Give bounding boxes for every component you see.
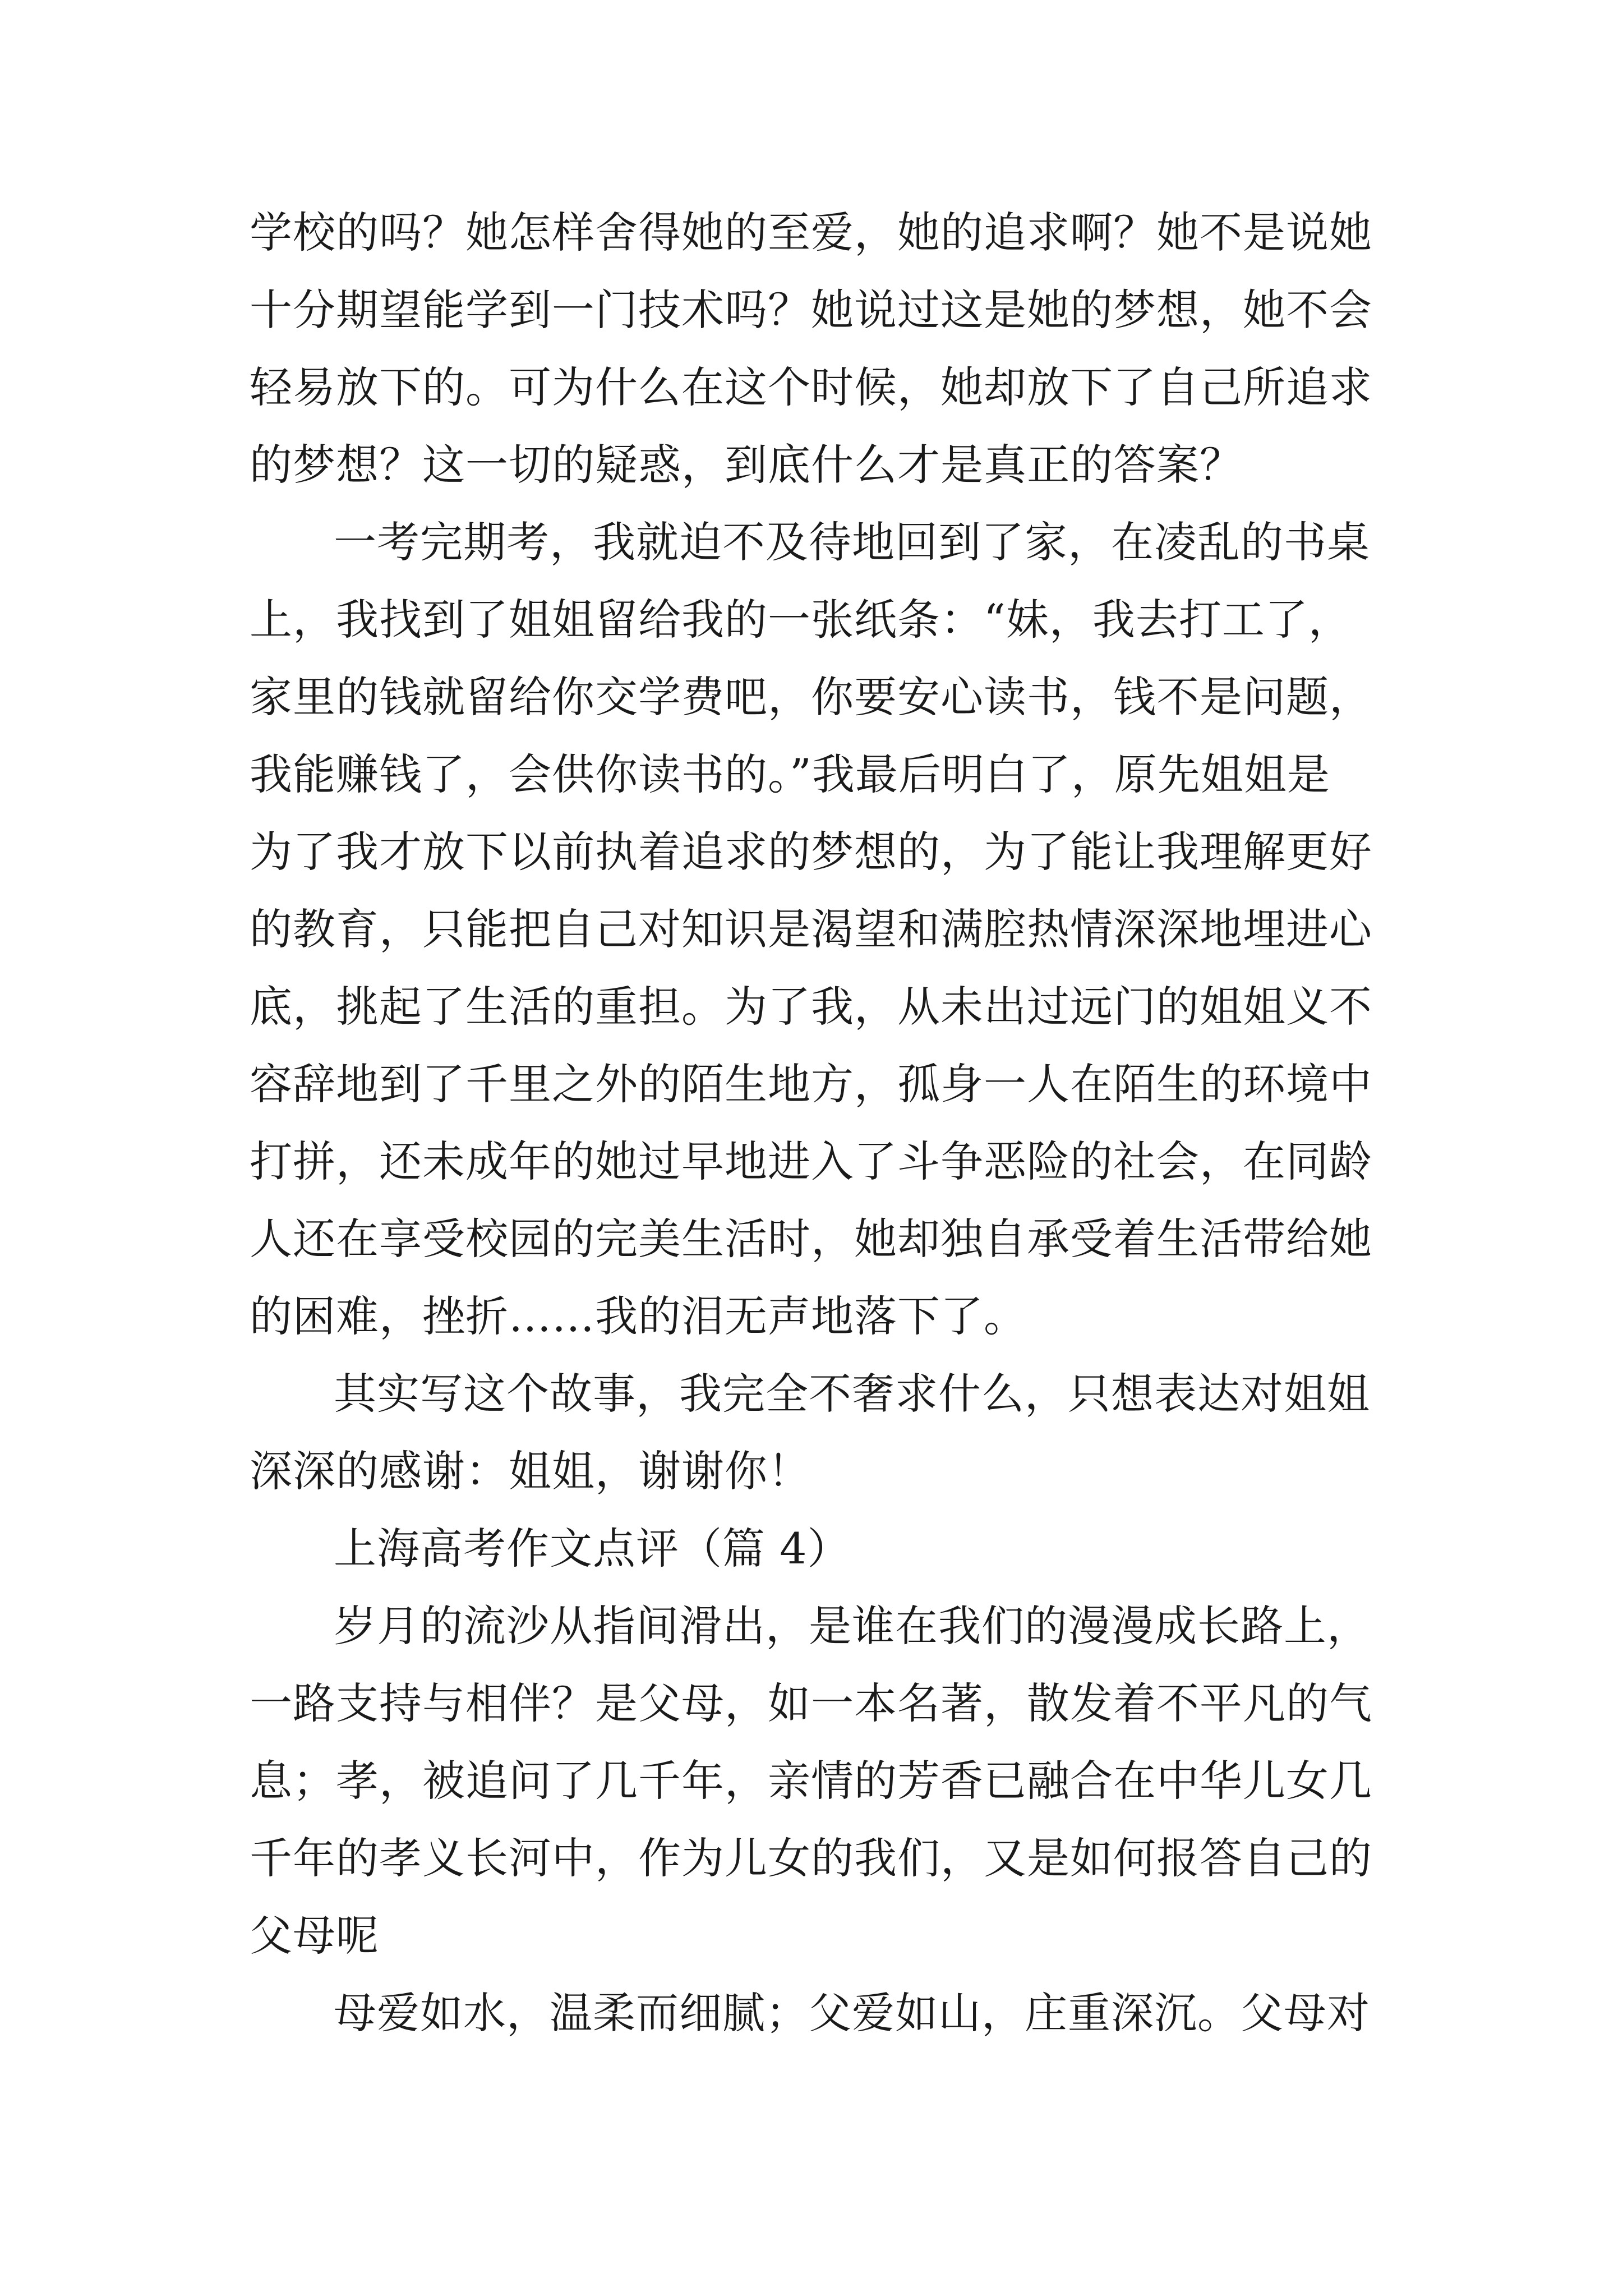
text-line: 为了我才放下以前执着追求的梦想的，为了能让我理解更好 — [250, 827, 1372, 877]
text-line: 底，挑起了生活的重担。为了我，从未出过远门的姐姐义不 — [250, 982, 1372, 1032]
paragraph-start-line: 岁月的流沙从指间滑出，是谁在我们的漫漫成长路上， — [334, 1601, 1370, 1651]
text-line: 千年的孝义长河中，作为儿女的我们，又是如何报答自己的 — [250, 1833, 1372, 1883]
section-heading: 上海高考作文点评（篇 4） — [334, 1524, 851, 1573]
text-line: 的教育，只能把自己对知识是渴望和满腔热情深深地埋进心 — [250, 904, 1372, 954]
text-line: 十分期望能学到一门技术吗？她说过这是她的梦想，她不会 — [250, 285, 1372, 335]
text-line: 父母呢 — [250, 1911, 379, 1961]
text-line: 的梦想？这一切的疑惑，到底什么才是真正的答案？ — [250, 440, 1243, 490]
text-line: 的困难，挫折……我的泪无声地落下了。 — [250, 1291, 1027, 1341]
paragraph-start-line: 母爱如水，温柔而细腻；父爱如山，庄重深沉。父母对 — [334, 1988, 1370, 2038]
text-line: 深深的感谢：姐姐，谢谢你！ — [250, 1446, 811, 1496]
text-line: 家里的钱就留给你交学费吧，你要安心读书，钱不是问题， — [250, 672, 1372, 722]
text-line: 学校的吗？她怎样舍得她的至爱，她的追求啊？她不是说她 — [250, 208, 1372, 257]
text-line: 容辞地到了千里之外的陌生地方，孤身一人在陌生的环境中 — [250, 1059, 1372, 1109]
text-line: 我能赚钱了，会供你读书的。”我最后明白了，原先姐姐是 — [250, 749, 1330, 799]
text-line: 一路支持与相伴？是父母，如一本名著，散发着不平凡的气 — [250, 1678, 1372, 1728]
text-line: 打拼，还未成年的她过早地进入了斗争恶险的社会，在同龄 — [250, 1137, 1372, 1186]
paragraph-start-line: 其实写这个故事，我完全不奢求什么，只想表达对姐姐 — [334, 1369, 1370, 1419]
text-line: 人还在享受校园的完美生活时，她却独自承受着生活带给她 — [250, 1214, 1372, 1264]
text-line: 息；孝，被追问了几千年，亲情的芳香已融合在中华儿女几 — [250, 1756, 1372, 1806]
text-line: 轻易放下的。可为什么在这个时候，她却放下了自己所追求 — [250, 362, 1372, 412]
paragraph-start-line: 一考完期考，我就迫不及待地回到了家，在凌乱的书桌 — [334, 517, 1370, 567]
text-line: 上，我找到了姐姐留给我的一张纸条：“妹，我去打工了， — [250, 595, 1352, 645]
